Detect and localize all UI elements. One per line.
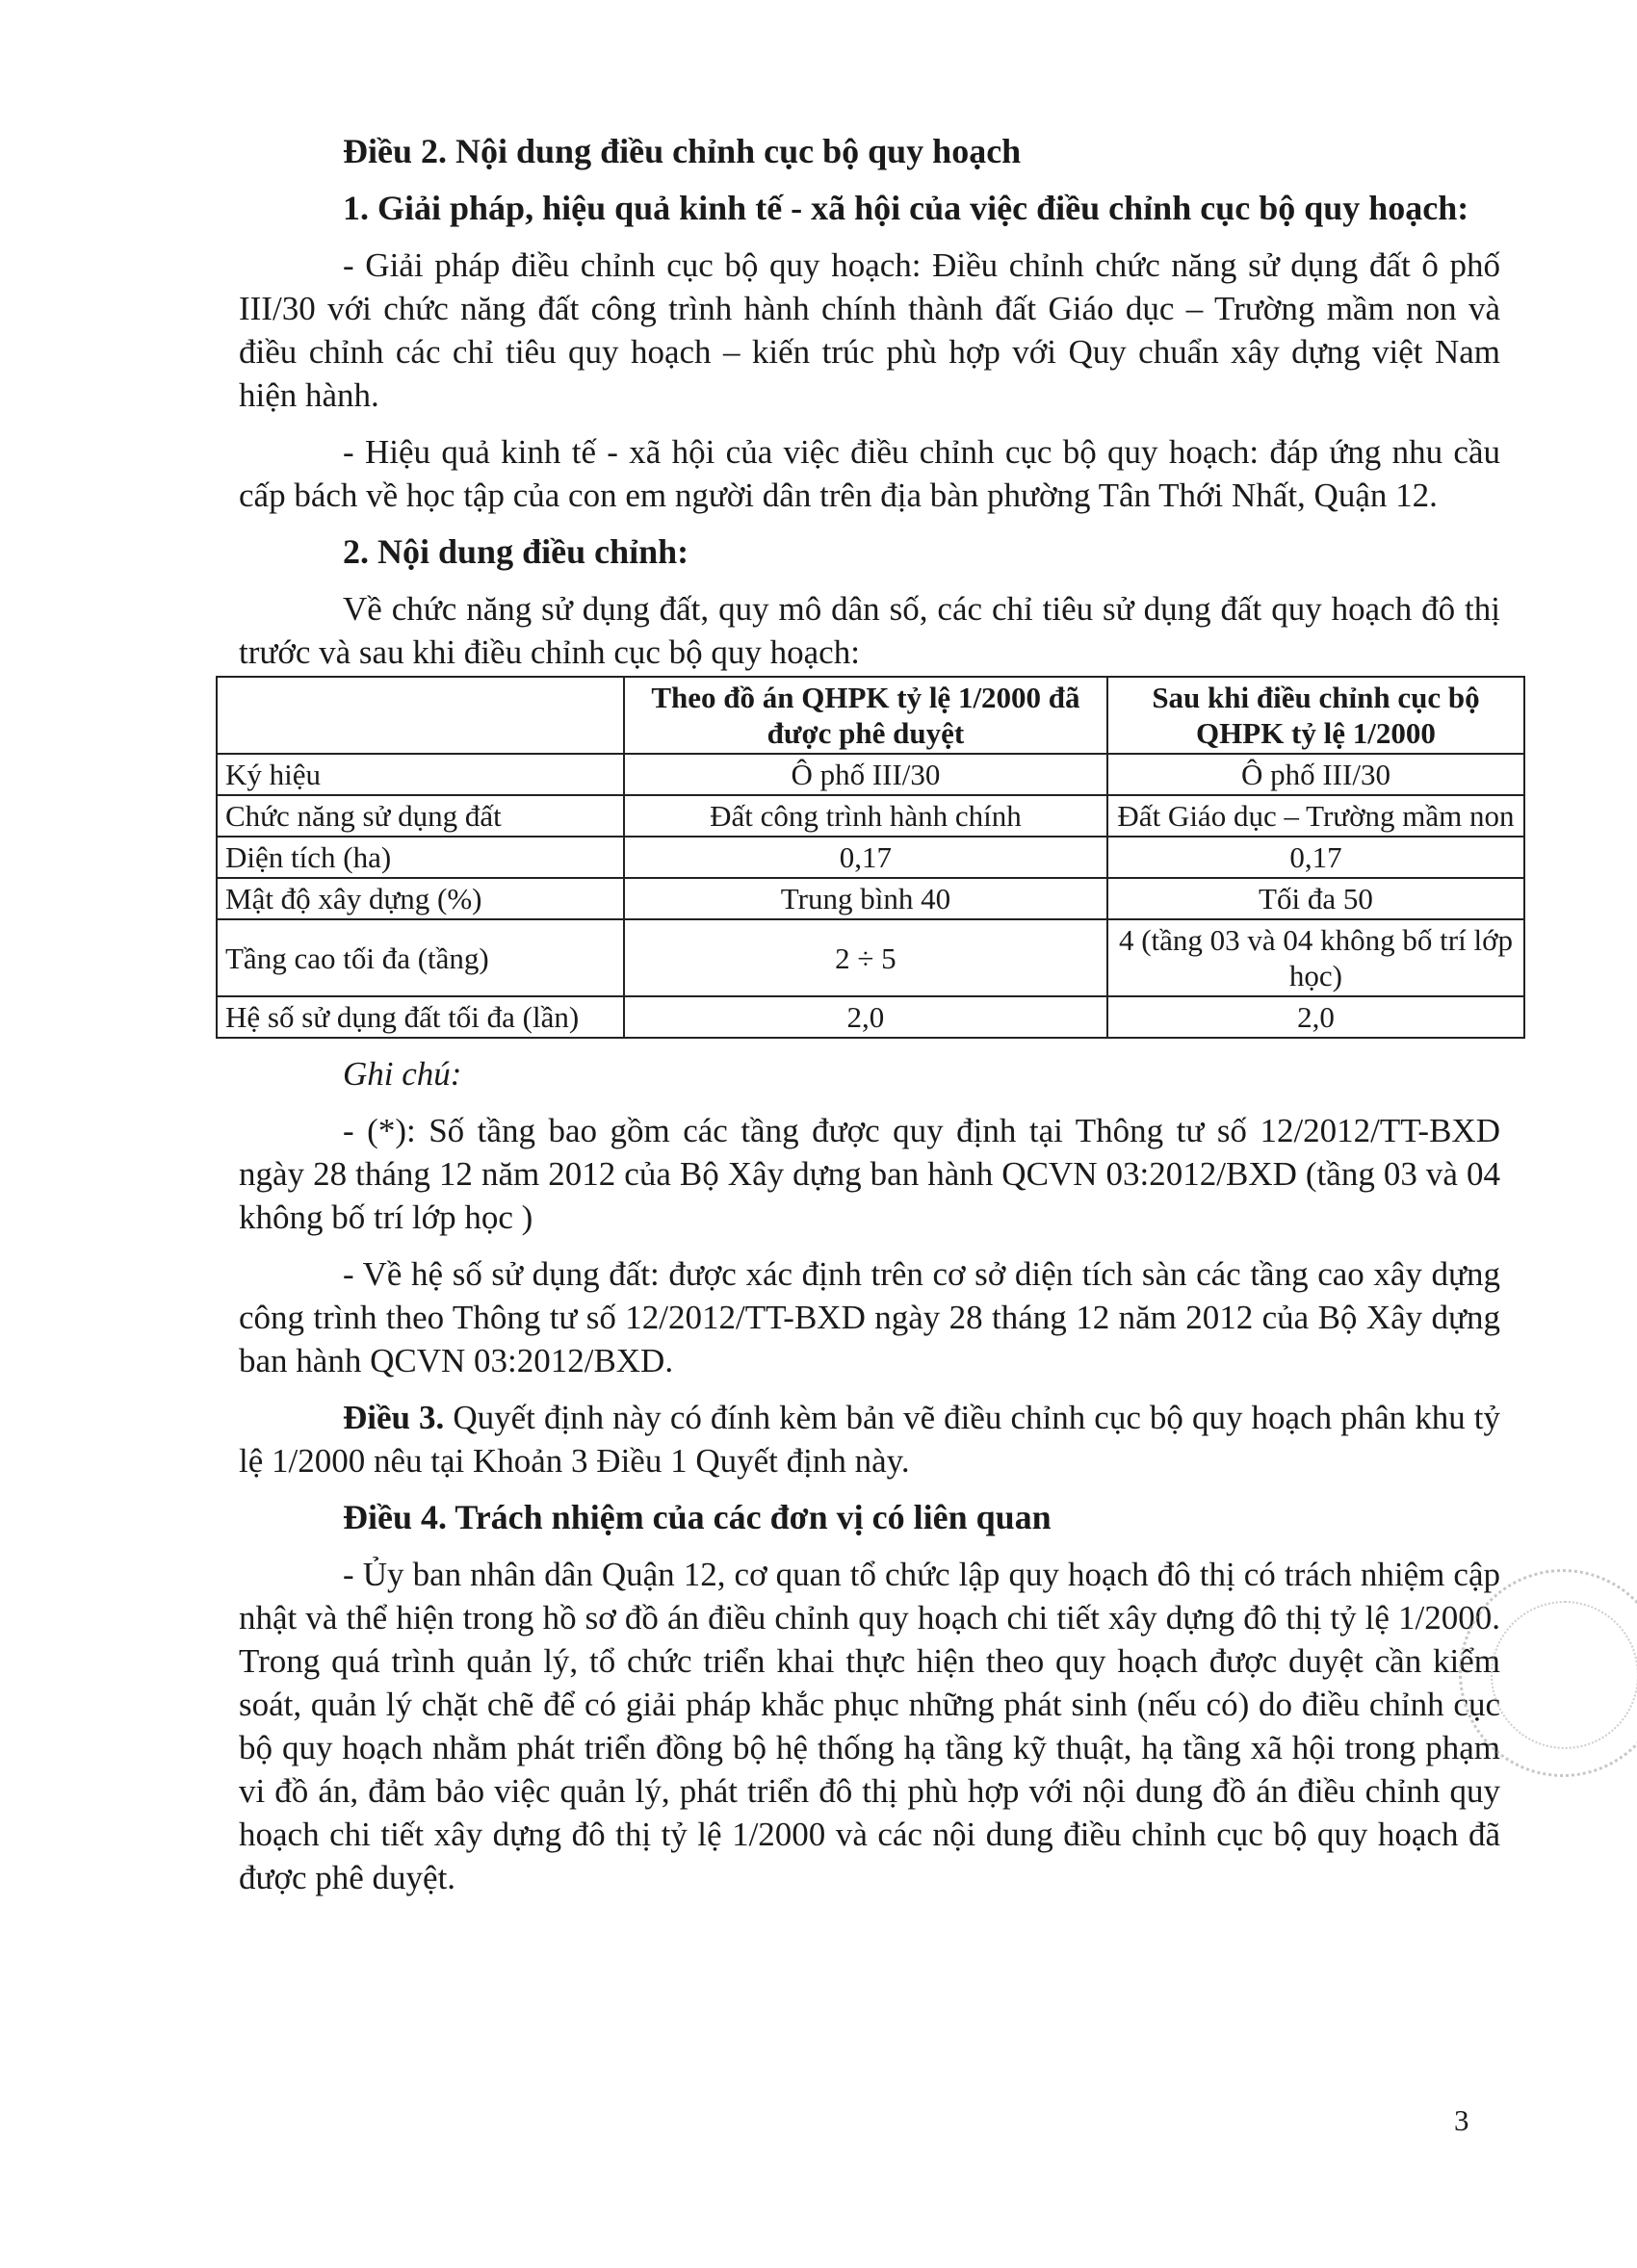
row-after-value: Ô phố III/30 — [1107, 754, 1524, 795]
article-3 — [239, 1396, 1500, 1482]
row-before-value: 2,0 — [624, 996, 1107, 1038]
row-label: Mật độ xây dựng (%) — [217, 878, 624, 919]
table-header-before: Theo đồ án QHPK tỷ lệ 1/2000 đã được phê duyệt — [624, 677, 1107, 754]
article-3-label: Điều 3. — [343, 1399, 445, 1436]
table-header-row — [217, 677, 1524, 754]
row-label: Diện tích (ha) — [217, 837, 624, 878]
row-label: Chức năng sử dụng đất — [217, 795, 624, 837]
section-1-heading: 1. Giải pháp, hiệu quả kinh tế - xã hội của việc điều chỉnh cục bộ quy hoạch: — [343, 189, 1469, 227]
article-4-paragraph-1: - Ủy ban nhân dân Quận 12, cơ quan tổ chức lập quy hoạch đô thị có trách nhiệm cập nhật và thể hiện trong hồ sơ đồ án điều chỉnh quy hoạch chi tiết xây dựng đô thị tỷ lệ 1/2000. Trong quá trình quản lý, tổ chức triển khai thực hiện theo quy hoạch được duyệt cần kiểm soát, quản lý chặt chẽ để có giải pháp khắc phục những phát sinh (nếu có) do điều chỉnh cục bộ quy hoạch nhằm phát triển đồng bộ hệ thống hạ tầng kỹ thuật, hạ tầng xã hội trong phạm vi đồ án, đảm bảo việc quản lý, phát triển đô thị phù hợp với nội dung đồ án điều chỉnh quy hoạch chi tiết xây dựng đô thị tỷ lệ 1/2000 và các nội dung điều chỉnh cục bộ quy hoạch đã được phê duyệt. — [239, 1556, 1500, 1896]
table-row — [217, 795, 1524, 837]
seal-stamp-inner — [1491, 1601, 1637, 1749]
table-row — [217, 754, 1524, 795]
row-before-value: Trung bình 40 — [624, 878, 1107, 919]
table-row — [217, 878, 1524, 919]
row-before-value: 0,17 — [624, 837, 1107, 878]
article-4-title: Điều 4. Trách nhiệm của các đơn vị có liên quan — [343, 1498, 1052, 1536]
notes-title: Ghi chú: — [343, 1055, 462, 1093]
row-label: Hệ số sử dụng đất tối đa (lần) — [217, 996, 624, 1038]
table-row — [217, 919, 1524, 996]
note-1: - (*): Số tầng bao gồm các tầng được quy định tại Thông tư số 12/2012/TT-BXD ngày 28 tháng 12 năm 2012 của Bộ Xây dựng ban hành QCVN 03:2012/BXD (tầng 03 và 04 không bố trí lớp học ) — [239, 1112, 1500, 1236]
section-1-paragraph-1: - Giải pháp điều chỉnh cục bộ quy hoạch: Điều chỉnh chức năng sử dụng đất ô phố III/30 với chức năng đất công trình hành chính thành đất Giáo dục – Trường mầm non và điều chỉnh các chỉ tiêu quy hoạch – kiến trúc phù hợp với Quy chuẩn xây dựng việt Nam hiện hành. — [239, 246, 1500, 414]
section-2-intro: Về chức năng sử dụng đất, quy mô dân số, các chỉ tiêu sử dụng đất quy hoạch đô thị trước và sau khi điều chỉnh cục bộ quy hoạch: — [239, 590, 1500, 671]
table-header-empty — [217, 677, 624, 754]
table-row — [217, 996, 1524, 1038]
row-after-value: 0,17 — [1107, 837, 1524, 878]
table-header-after: Sau khi điều chỉnh cục bộ QHPK tỷ lệ 1/2000 — [1107, 677, 1524, 754]
section-2-heading: 2. Nội dung điều chỉnh: — [343, 532, 689, 571]
note-2: - Về hệ số sử dụng đất: được xác định trên cơ sở diện tích sàn các tầng cao xây dựng công trình theo Thông tư số 12/2012/TT-BXD ngày 28 tháng 12 năm 2012 của Bộ Xây dựng ban hành QCVN 03:2012/BXD. — [239, 1255, 1500, 1379]
page-number: 3 — [1454, 2103, 1469, 2137]
document-page — [225, 130, 1515, 1899]
row-label: Tầng cao tối đa (tầng) — [217, 919, 624, 996]
article-2-title: Điều 2. Nội dung điều chỉnh cục bộ quy hoạch — [343, 132, 1022, 170]
table-row — [217, 837, 1524, 878]
row-label: Ký hiệu — [217, 754, 624, 795]
row-after-value: 4 (tầng 03 và 04 không bố trí lớp học) — [1107, 919, 1524, 996]
row-before-value: Đất công trình hành chính — [624, 795, 1107, 837]
planning-indicators-table — [216, 676, 1525, 1039]
row-after-value: 2,0 — [1107, 996, 1524, 1038]
row-after-value: Tối đa 50 — [1107, 878, 1524, 919]
row-after-value: Đất Giáo dục – Trường mầm non — [1107, 795, 1524, 837]
row-before-value: Ô phố III/30 — [624, 754, 1107, 795]
article-3-text: Quyết định này có đính kèm bản vẽ điều chỉnh cục bộ quy hoạch phân khu tỷ lệ 1/2000 nêu tại Khoản 3 Điều 1 Quyết định này. — [239, 1399, 1501, 1480]
section-1-paragraph-2: - Hiệu quả kinh tế - xã hội của việc điều chỉnh cục bộ quy hoạch: đáp ứng nhu cầu cấp bách về học tập của con em người dân trên địa bàn phường Tân Thới Nhất, Quận 12. — [239, 433, 1500, 514]
row-before-value: 2 ÷ 5 — [624, 919, 1107, 996]
